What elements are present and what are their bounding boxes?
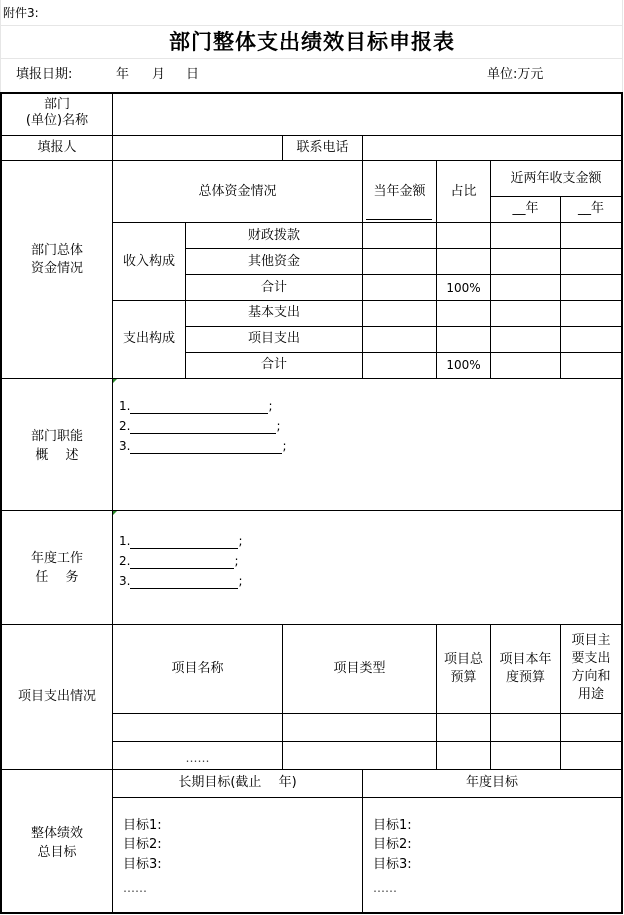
- year-blank-1: __年: [512, 201, 539, 216]
- dept-name-label-line2: (单位)名称: [25, 113, 89, 128]
- project-expense-label: 项目支出: [247, 331, 300, 346]
- annual-goal-header: 年度目标: [465, 775, 518, 790]
- project-type-header: 项目类型: [333, 661, 386, 676]
- dept-name-field[interactable]: [113, 94, 621, 135]
- tasks-label-line1: 年度工作: [30, 551, 83, 566]
- project-name-header: 项目名称: [171, 661, 224, 676]
- annual-goal-item[interactable]: 目标3:: [373, 857, 412, 872]
- basic-expense-label: 基本支出: [247, 305, 300, 320]
- long-term-goal-item[interactable]: 目标1:: [123, 818, 162, 833]
- goals-label-line2: 总目标: [37, 845, 77, 860]
- tasks-section-label: [2, 549, 112, 587]
- ratio-header: 占比: [450, 184, 477, 199]
- attachment-label: 附件3:: [3, 6, 39, 20]
- project-ellipsis: ……: [185, 751, 210, 765]
- fiscal-allocation-label: 财政拨款: [247, 228, 300, 243]
- month-char: 月: [152, 67, 166, 82]
- long-term-goal-item[interactable]: 目标3:: [123, 857, 162, 872]
- cell-marker-icon: [113, 511, 117, 515]
- funds-label-line2: 资金情况: [30, 261, 83, 276]
- functions-section-label: [2, 427, 112, 465]
- income-total-label: 合计: [260, 280, 287, 295]
- task-item[interactable]: 1. ;: [119, 534, 243, 548]
- year-char: 年: [116, 67, 130, 82]
- function-item[interactable]: 2. ;: [119, 419, 281, 433]
- expense-composition-label: 支出构成: [122, 331, 175, 346]
- unit-label: 单位:万元: [487, 67, 544, 82]
- task-item[interactable]: 3. ;: [119, 574, 243, 588]
- goals-section-label: [2, 824, 112, 862]
- cell-marker-icon: [113, 379, 117, 383]
- year-blank-2: __年: [577, 201, 604, 216]
- long-term-goal-ellipsis: ……: [123, 881, 147, 895]
- expense-total-label: 合计: [260, 357, 287, 372]
- task-item[interactable]: 2. ;: [119, 554, 239, 568]
- gridline: [0, 25, 623, 26]
- overall-funds-header: 总体资金情况: [198, 184, 277, 199]
- project-direction-header: 项目主 要支出 方向和 用途: [571, 633, 611, 702]
- annual-goal-item[interactable]: 目标1:: [373, 818, 412, 833]
- funds-label-line1: 部门总体: [30, 243, 83, 258]
- function-item[interactable]: 1. ;: [119, 399, 273, 413]
- day-char: 日: [186, 67, 200, 82]
- project-budget-header: 项目总 预算: [443, 652, 483, 685]
- other-funds-label: 其他资金: [247, 254, 300, 269]
- long-term-goal-item[interactable]: 目标2:: [123, 837, 162, 852]
- functions-label-line1: 部门职能: [30, 429, 83, 444]
- fill-date-label: 填报日期:: [16, 67, 73, 82]
- project-year-budget-header: 项目本年 度预算: [499, 652, 552, 685]
- functions-label-line2: 概 述: [35, 448, 79, 463]
- gridline: [0, 58, 623, 59]
- income-total-pct: 100%: [446, 281, 481, 295]
- projects-section-label: 项目支出情况: [17, 689, 96, 704]
- phone-label: 联系电话: [296, 140, 349, 155]
- current-amount-underline: [366, 219, 432, 220]
- current-amount-header: 当年金额: [373, 184, 426, 199]
- long-term-goal-header: 长期目标(截止 年): [178, 775, 297, 790]
- income-composition-label: 收入构成: [122, 254, 175, 269]
- function-item[interactable]: 3. ;: [119, 439, 287, 453]
- tasks-label-line2: 任 务: [35, 570, 79, 585]
- dept-name-label: [2, 97, 112, 129]
- annual-goal-ellipsis: ……: [373, 881, 397, 895]
- page-title: 部门整体支出绩效目标申报表: [169, 30, 455, 54]
- funds-section-label: [2, 242, 112, 278]
- recent-two-years-header: 近两年收支金额: [510, 171, 602, 186]
- filler-field[interactable]: [113, 136, 282, 160]
- phone-field[interactable]: [363, 136, 621, 160]
- goals-label-line1: 整体绩效: [30, 826, 83, 841]
- dept-name-label-line1: 部门: [43, 97, 70, 112]
- expense-total-pct: 100%: [446, 358, 481, 372]
- annual-goal-item[interactable]: 目标2:: [373, 837, 412, 852]
- filler-label: 填报人: [37, 140, 77, 155]
